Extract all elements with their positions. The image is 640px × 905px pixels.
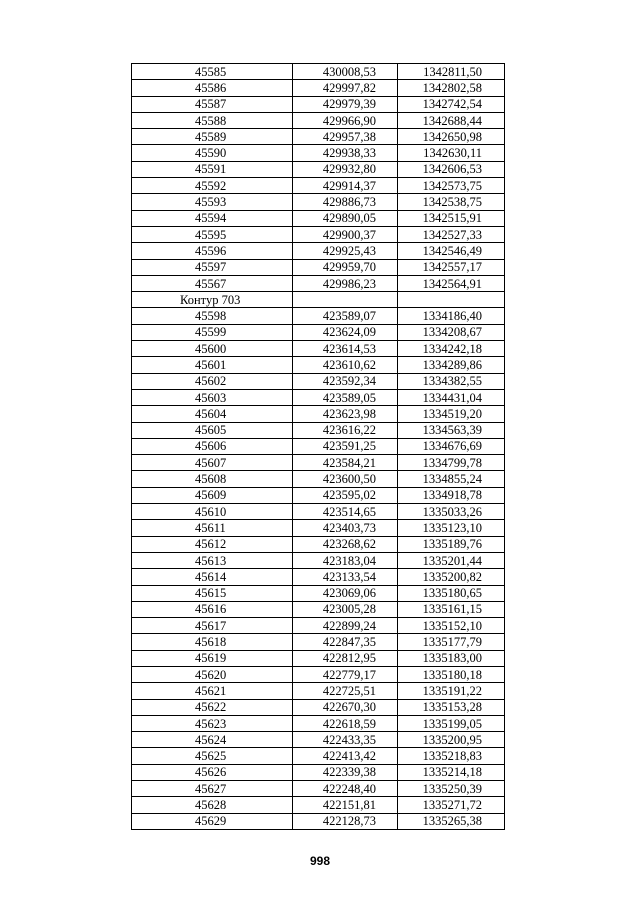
table-row — [132, 178, 505, 194]
table-row — [132, 536, 505, 552]
point-number-cell: 45586 — [132, 80, 293, 96]
table-row — [132, 210, 505, 226]
y-coordinate-cell: 1335153,28 — [398, 699, 505, 715]
y-coordinate-cell: 1334242,18 — [398, 341, 505, 357]
table-row — [132, 308, 505, 324]
y-coordinate-cell: 1342650,98 — [398, 129, 505, 145]
x-coordinate-cell: 429997,82 — [293, 80, 398, 96]
y-coordinate-cell: 1335191,22 — [398, 683, 505, 699]
x-coordinate-cell: 423268,62 — [293, 536, 398, 552]
y-coordinate-cell: 1334855,24 — [398, 471, 505, 487]
table-row — [132, 732, 505, 748]
table-row — [132, 194, 505, 210]
point-number-cell: 45622 — [132, 699, 293, 715]
y-coordinate-cell: 1335180,65 — [398, 585, 505, 601]
point-number-cell: 45613 — [132, 552, 293, 568]
y-coordinate-cell: 1335214,18 — [398, 764, 505, 780]
y-coordinate-cell: 1342527,33 — [398, 226, 505, 242]
y-coordinate-cell: 1342557,17 — [398, 259, 505, 275]
x-coordinate-cell: 423610,62 — [293, 357, 398, 373]
x-coordinate-cell: 423403,73 — [293, 520, 398, 536]
y-coordinate-cell: 1342802,58 — [398, 80, 505, 96]
point-number-cell: 45585 — [132, 64, 293, 80]
table-row — [132, 324, 505, 340]
x-coordinate-cell: 430008,53 — [293, 64, 398, 80]
x-coordinate-cell: 423614,53 — [293, 341, 398, 357]
table-row — [132, 161, 505, 177]
y-coordinate-cell: 1335177,79 — [398, 634, 505, 650]
table-row — [132, 357, 505, 373]
x-coordinate-cell: 422670,30 — [293, 699, 398, 715]
point-number-cell: 45592 — [132, 178, 293, 194]
table-row — [132, 406, 505, 422]
x-coordinate-cell: 423183,04 — [293, 552, 398, 568]
x-coordinate-cell: 423623,98 — [293, 406, 398, 422]
y-coordinate-cell: 1335033,26 — [398, 504, 505, 520]
point-number-cell: 45601 — [132, 357, 293, 373]
x-coordinate-cell: 429979,39 — [293, 96, 398, 112]
table-row — [132, 520, 505, 536]
x-coordinate-cell: 423584,21 — [293, 455, 398, 471]
point-number-cell: 45624 — [132, 732, 293, 748]
table-row — [132, 585, 505, 601]
y-coordinate-cell: 1342515,91 — [398, 210, 505, 226]
y-coordinate-cell: 1334676,69 — [398, 438, 505, 454]
y-coordinate-cell: 1335200,95 — [398, 732, 505, 748]
y-coordinate-cell: 1334563,39 — [398, 422, 505, 438]
table-row — [132, 80, 505, 96]
y-coordinate-cell: 1335201,44 — [398, 552, 505, 568]
point-number-cell: 45609 — [132, 487, 293, 503]
point-number-cell: 45621 — [132, 683, 293, 699]
x-coordinate-cell: 423069,06 — [293, 585, 398, 601]
empty-cell — [398, 292, 505, 308]
table-row — [132, 781, 505, 797]
point-number-cell: 45623 — [132, 715, 293, 731]
x-coordinate-cell: 423514,65 — [293, 504, 398, 520]
coordinates-table — [131, 63, 505, 830]
point-number-cell: 45590 — [132, 145, 293, 161]
x-coordinate-cell: 422433,35 — [293, 732, 398, 748]
y-coordinate-cell: 1335250,39 — [398, 781, 505, 797]
y-coordinate-cell: 1342606,53 — [398, 161, 505, 177]
x-coordinate-cell: 429938,33 — [293, 145, 398, 161]
point-number-cell: 45593 — [132, 194, 293, 210]
point-number-cell: 45615 — [132, 585, 293, 601]
x-coordinate-cell: 429925,43 — [293, 243, 398, 259]
point-number-cell: 45595 — [132, 226, 293, 242]
table-row — [132, 797, 505, 813]
x-coordinate-cell: 423616,22 — [293, 422, 398, 438]
point-number-cell: 45616 — [132, 601, 293, 617]
x-coordinate-cell: 429914,37 — [293, 178, 398, 194]
point-number-cell: 45599 — [132, 324, 293, 340]
point-number-cell: 45627 — [132, 781, 293, 797]
point-number-cell: 45620 — [132, 666, 293, 682]
table-row — [132, 373, 505, 389]
x-coordinate-cell: 422779,17 — [293, 666, 398, 682]
x-coordinate-cell: 429890,05 — [293, 210, 398, 226]
y-coordinate-cell: 1334918,78 — [398, 487, 505, 503]
x-coordinate-cell: 429986,23 — [293, 275, 398, 291]
point-number-cell: 45588 — [132, 112, 293, 128]
point-number-cell: 45607 — [132, 455, 293, 471]
table-row — [132, 226, 505, 242]
point-number-cell: 45603 — [132, 389, 293, 405]
y-coordinate-cell: 1334431,04 — [398, 389, 505, 405]
point-number-cell: 45608 — [132, 471, 293, 487]
x-coordinate-cell: 422248,40 — [293, 781, 398, 797]
y-coordinate-cell: 1342811,50 — [398, 64, 505, 80]
x-coordinate-cell: 423589,05 — [293, 389, 398, 405]
y-coordinate-cell: 1335183,00 — [398, 650, 505, 666]
point-number-cell: 45614 — [132, 569, 293, 585]
table-row — [132, 129, 505, 145]
x-coordinate-cell: 423589,07 — [293, 308, 398, 324]
empty-cell — [293, 292, 398, 308]
y-coordinate-cell: 1342573,75 — [398, 178, 505, 194]
point-number-cell: 45625 — [132, 748, 293, 764]
y-coordinate-cell: 1342688,44 — [398, 112, 505, 128]
point-number-cell: 45604 — [132, 406, 293, 422]
point-number-cell: 45597 — [132, 259, 293, 275]
x-coordinate-cell: 423591,25 — [293, 438, 398, 454]
y-coordinate-cell: 1342538,75 — [398, 194, 505, 210]
x-coordinate-cell: 429957,38 — [293, 129, 398, 145]
table-row — [132, 243, 505, 259]
y-coordinate-cell: 1334799,78 — [398, 455, 505, 471]
point-number-cell: 45619 — [132, 650, 293, 666]
y-coordinate-cell: 1335161,15 — [398, 601, 505, 617]
coordinates-table-body — [132, 64, 505, 830]
x-coordinate-cell: 423133,54 — [293, 569, 398, 585]
y-coordinate-cell: 1335180,18 — [398, 666, 505, 682]
table-row — [132, 634, 505, 650]
y-coordinate-cell: 1335123,10 — [398, 520, 505, 536]
y-coordinate-cell: 1342742,54 — [398, 96, 505, 112]
x-coordinate-cell: 429932,80 — [293, 161, 398, 177]
table-row — [132, 64, 505, 80]
x-coordinate-cell: 422339,38 — [293, 764, 398, 780]
x-coordinate-cell: 423600,50 — [293, 471, 398, 487]
x-coordinate-cell: 422618,59 — [293, 715, 398, 731]
x-coordinate-cell: 422413,42 — [293, 748, 398, 764]
table-row — [132, 275, 505, 291]
table-row — [132, 666, 505, 682]
x-coordinate-cell: 422847,35 — [293, 634, 398, 650]
page-number: 998 — [309, 854, 331, 868]
table-row — [132, 552, 505, 568]
table-row — [132, 341, 505, 357]
x-coordinate-cell: 429959,70 — [293, 259, 398, 275]
point-number-cell: 45587 — [132, 96, 293, 112]
table-row — [132, 422, 505, 438]
x-coordinate-cell: 422899,24 — [293, 618, 398, 634]
y-coordinate-cell: 1334289,86 — [398, 357, 505, 373]
table-row — [132, 455, 505, 471]
y-coordinate-cell: 1335199,05 — [398, 715, 505, 731]
y-coordinate-cell: 1335189,76 — [398, 536, 505, 552]
x-coordinate-cell: 429900,37 — [293, 226, 398, 242]
y-coordinate-cell: 1334186,40 — [398, 308, 505, 324]
point-number-cell: 45610 — [132, 504, 293, 520]
table-row — [132, 650, 505, 666]
table-row — [132, 112, 505, 128]
table-row — [132, 699, 505, 715]
y-coordinate-cell: 1334382,55 — [398, 373, 505, 389]
point-number-cell: 45591 — [132, 161, 293, 177]
point-number-cell: 45612 — [132, 536, 293, 552]
y-coordinate-cell: 1342564,91 — [398, 275, 505, 291]
x-coordinate-cell: 423624,09 — [293, 324, 398, 340]
table-row — [132, 715, 505, 731]
table-row — [132, 389, 505, 405]
point-number-cell: 45618 — [132, 634, 293, 650]
point-number-cell: 45626 — [132, 764, 293, 780]
table-row — [132, 487, 505, 503]
point-number-cell: 45598 — [132, 308, 293, 324]
table-row — [132, 813, 505, 829]
y-coordinate-cell: 1342630,11 — [398, 145, 505, 161]
point-number-cell: 45602 — [132, 373, 293, 389]
x-coordinate-cell: 429886,73 — [293, 194, 398, 210]
y-coordinate-cell: 1334208,67 — [398, 324, 505, 340]
point-number-cell: 45611 — [132, 520, 293, 536]
y-coordinate-cell: 1335271,72 — [398, 797, 505, 813]
table-row — [132, 145, 505, 161]
point-number-cell: 45600 — [132, 341, 293, 357]
x-coordinate-cell: 422725,51 — [293, 683, 398, 699]
table-row — [132, 569, 505, 585]
x-coordinate-cell: 422812,95 — [293, 650, 398, 666]
table-row — [132, 471, 505, 487]
table-row — [132, 259, 505, 275]
y-coordinate-cell: 1335218,83 — [398, 748, 505, 764]
x-coordinate-cell: 423595,02 — [293, 487, 398, 503]
table-row — [132, 683, 505, 699]
point-number-cell: 45606 — [132, 438, 293, 454]
table-row — [132, 748, 505, 764]
point-number-cell: 45567 — [132, 275, 293, 291]
table-row — [132, 438, 505, 454]
point-number-cell: 45617 — [132, 618, 293, 634]
x-coordinate-cell: 429966,90 — [293, 112, 398, 128]
point-number-cell: 45596 — [132, 243, 293, 259]
y-coordinate-cell: 1342546,49 — [398, 243, 505, 259]
y-coordinate-cell: 1335152,10 — [398, 618, 505, 634]
x-coordinate-cell: 423592,34 — [293, 373, 398, 389]
table-row — [132, 764, 505, 780]
point-number-cell: 45629 — [132, 813, 293, 829]
point-number-cell: 45594 — [132, 210, 293, 226]
x-coordinate-cell: 422151,81 — [293, 797, 398, 813]
point-number-cell: 45589 — [132, 129, 293, 145]
point-number-cell: 45605 — [132, 422, 293, 438]
table-row — [132, 618, 505, 634]
contour-heading-row — [132, 292, 505, 308]
y-coordinate-cell: 1335200,82 — [398, 569, 505, 585]
contour-label: Контур 703 — [132, 292, 293, 308]
x-coordinate-cell: 423005,28 — [293, 601, 398, 617]
table-row — [132, 504, 505, 520]
table-row — [132, 601, 505, 617]
point-number-cell: 45628 — [132, 797, 293, 813]
y-coordinate-cell: 1335265,38 — [398, 813, 505, 829]
x-coordinate-cell: 422128,73 — [293, 813, 398, 829]
y-coordinate-cell: 1334519,20 — [398, 406, 505, 422]
table-row — [132, 96, 505, 112]
